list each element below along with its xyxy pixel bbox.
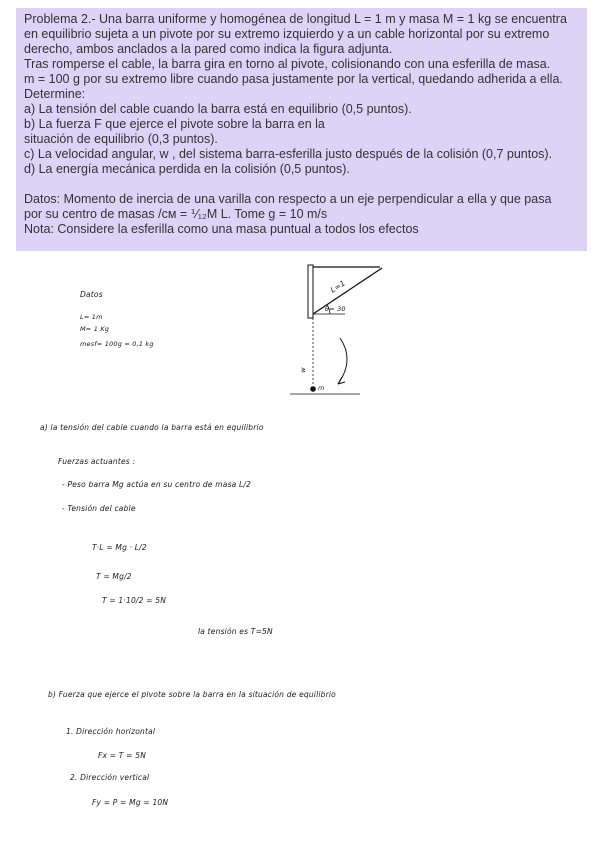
mass-label: m: [318, 384, 325, 392]
omega-label: w: [298, 367, 307, 373]
part-b-heading: b) Fuerza que ejerce el pivote sobre la barra en la situación de equilibrio: [48, 690, 336, 699]
problem-line: derecho, ambos anclados a la pared como indica la figura adjunta.: [24, 42, 393, 56]
mass-point: [310, 386, 316, 392]
torque-equation: T·L = Mg · L/2: [92, 543, 147, 552]
horizontal-direction: 1. Dirección horizontal: [66, 727, 156, 736]
part-a-heading: a) la tensión del cable cuando la barra está en equilibrio: [40, 423, 264, 432]
tension-force: - Tensión del cable: [62, 504, 136, 513]
note-line: Nota: Considere la esferilla como una masa puntual a todos los efectos: [24, 222, 419, 236]
vertical-direction: 2. Dirección vertical: [70, 773, 150, 782]
question-b-cont: situación de equilibrio (0,3 puntos).: [24, 132, 218, 146]
forces-heading: Fuerzas actuantes :: [58, 457, 136, 466]
fx-equation: Fx = T = 5N: [98, 751, 147, 760]
fy-equation: Fy = P = Mg = 10N: [92, 798, 169, 807]
wall: [308, 265, 313, 318]
weight-force: - Peso barra Mg actúa en su centro de masa L/2: [62, 480, 252, 489]
question-a: a) La tensión del cable cuando la barra está en equilibrio (0,5 puntos).: [24, 102, 412, 116]
problem-line: Determine:: [24, 87, 86, 101]
question-c: c) La velocidad angular, w , del sistema barra-esferilla justo después de la colisión (0,7 puntos).: [24, 147, 553, 161]
tension-value: T = 1·10/2 = 5N: [102, 596, 167, 605]
datos-sphere-mass: mesf= 100g = 0,1 kg: [80, 340, 154, 348]
bar: [313, 268, 382, 314]
bar-length-label: L=1: [328, 278, 348, 295]
problem-line: Tras romperse el cable, la barra gira en torno al pivote, colisionando con una esferilla de masa.: [24, 57, 551, 71]
angle-label: θ= 30: [325, 305, 346, 313]
problem-line: en equilibrio sujeta a un pivote por su extremo izquierdo y a un cable horizontal por su extremo: [24, 27, 550, 41]
tension-equation: T = Mg/2: [96, 572, 132, 581]
data-line: Datos: Momento de inercia de una varilla con respecto a un eje perpendicular a ella y que pasa: [24, 192, 552, 206]
question-b: b) La fuerza F que ejerce el pivote sobre la barra en la: [24, 117, 325, 131]
part-a-result: la tensión es T=5N: [198, 627, 273, 636]
datos-title: Datos: [80, 290, 103, 299]
question-d: d) La energía mecánica perdida en la colisión (0,5 puntos).: [24, 162, 350, 176]
data-line: por su centro de masas /cм = ⅟₁₂M L. Tome g = 10 m/s: [24, 207, 328, 221]
datos-length: L= 1m: [80, 313, 103, 321]
rotation-arc: [338, 338, 347, 384]
datos-mass: M= 1 Kg: [80, 325, 110, 333]
arrow-icon: [338, 377, 345, 384]
problem-line: Problema 2.- Una barra uniforme y homogénea de longitud L = 1 m y masa M = 1 kg se encuentra: [24, 12, 567, 26]
problem-line: m = 100 g por su extremo libre cuando pasa justamente por la vertical, quedando adherida a ella.: [24, 72, 563, 86]
